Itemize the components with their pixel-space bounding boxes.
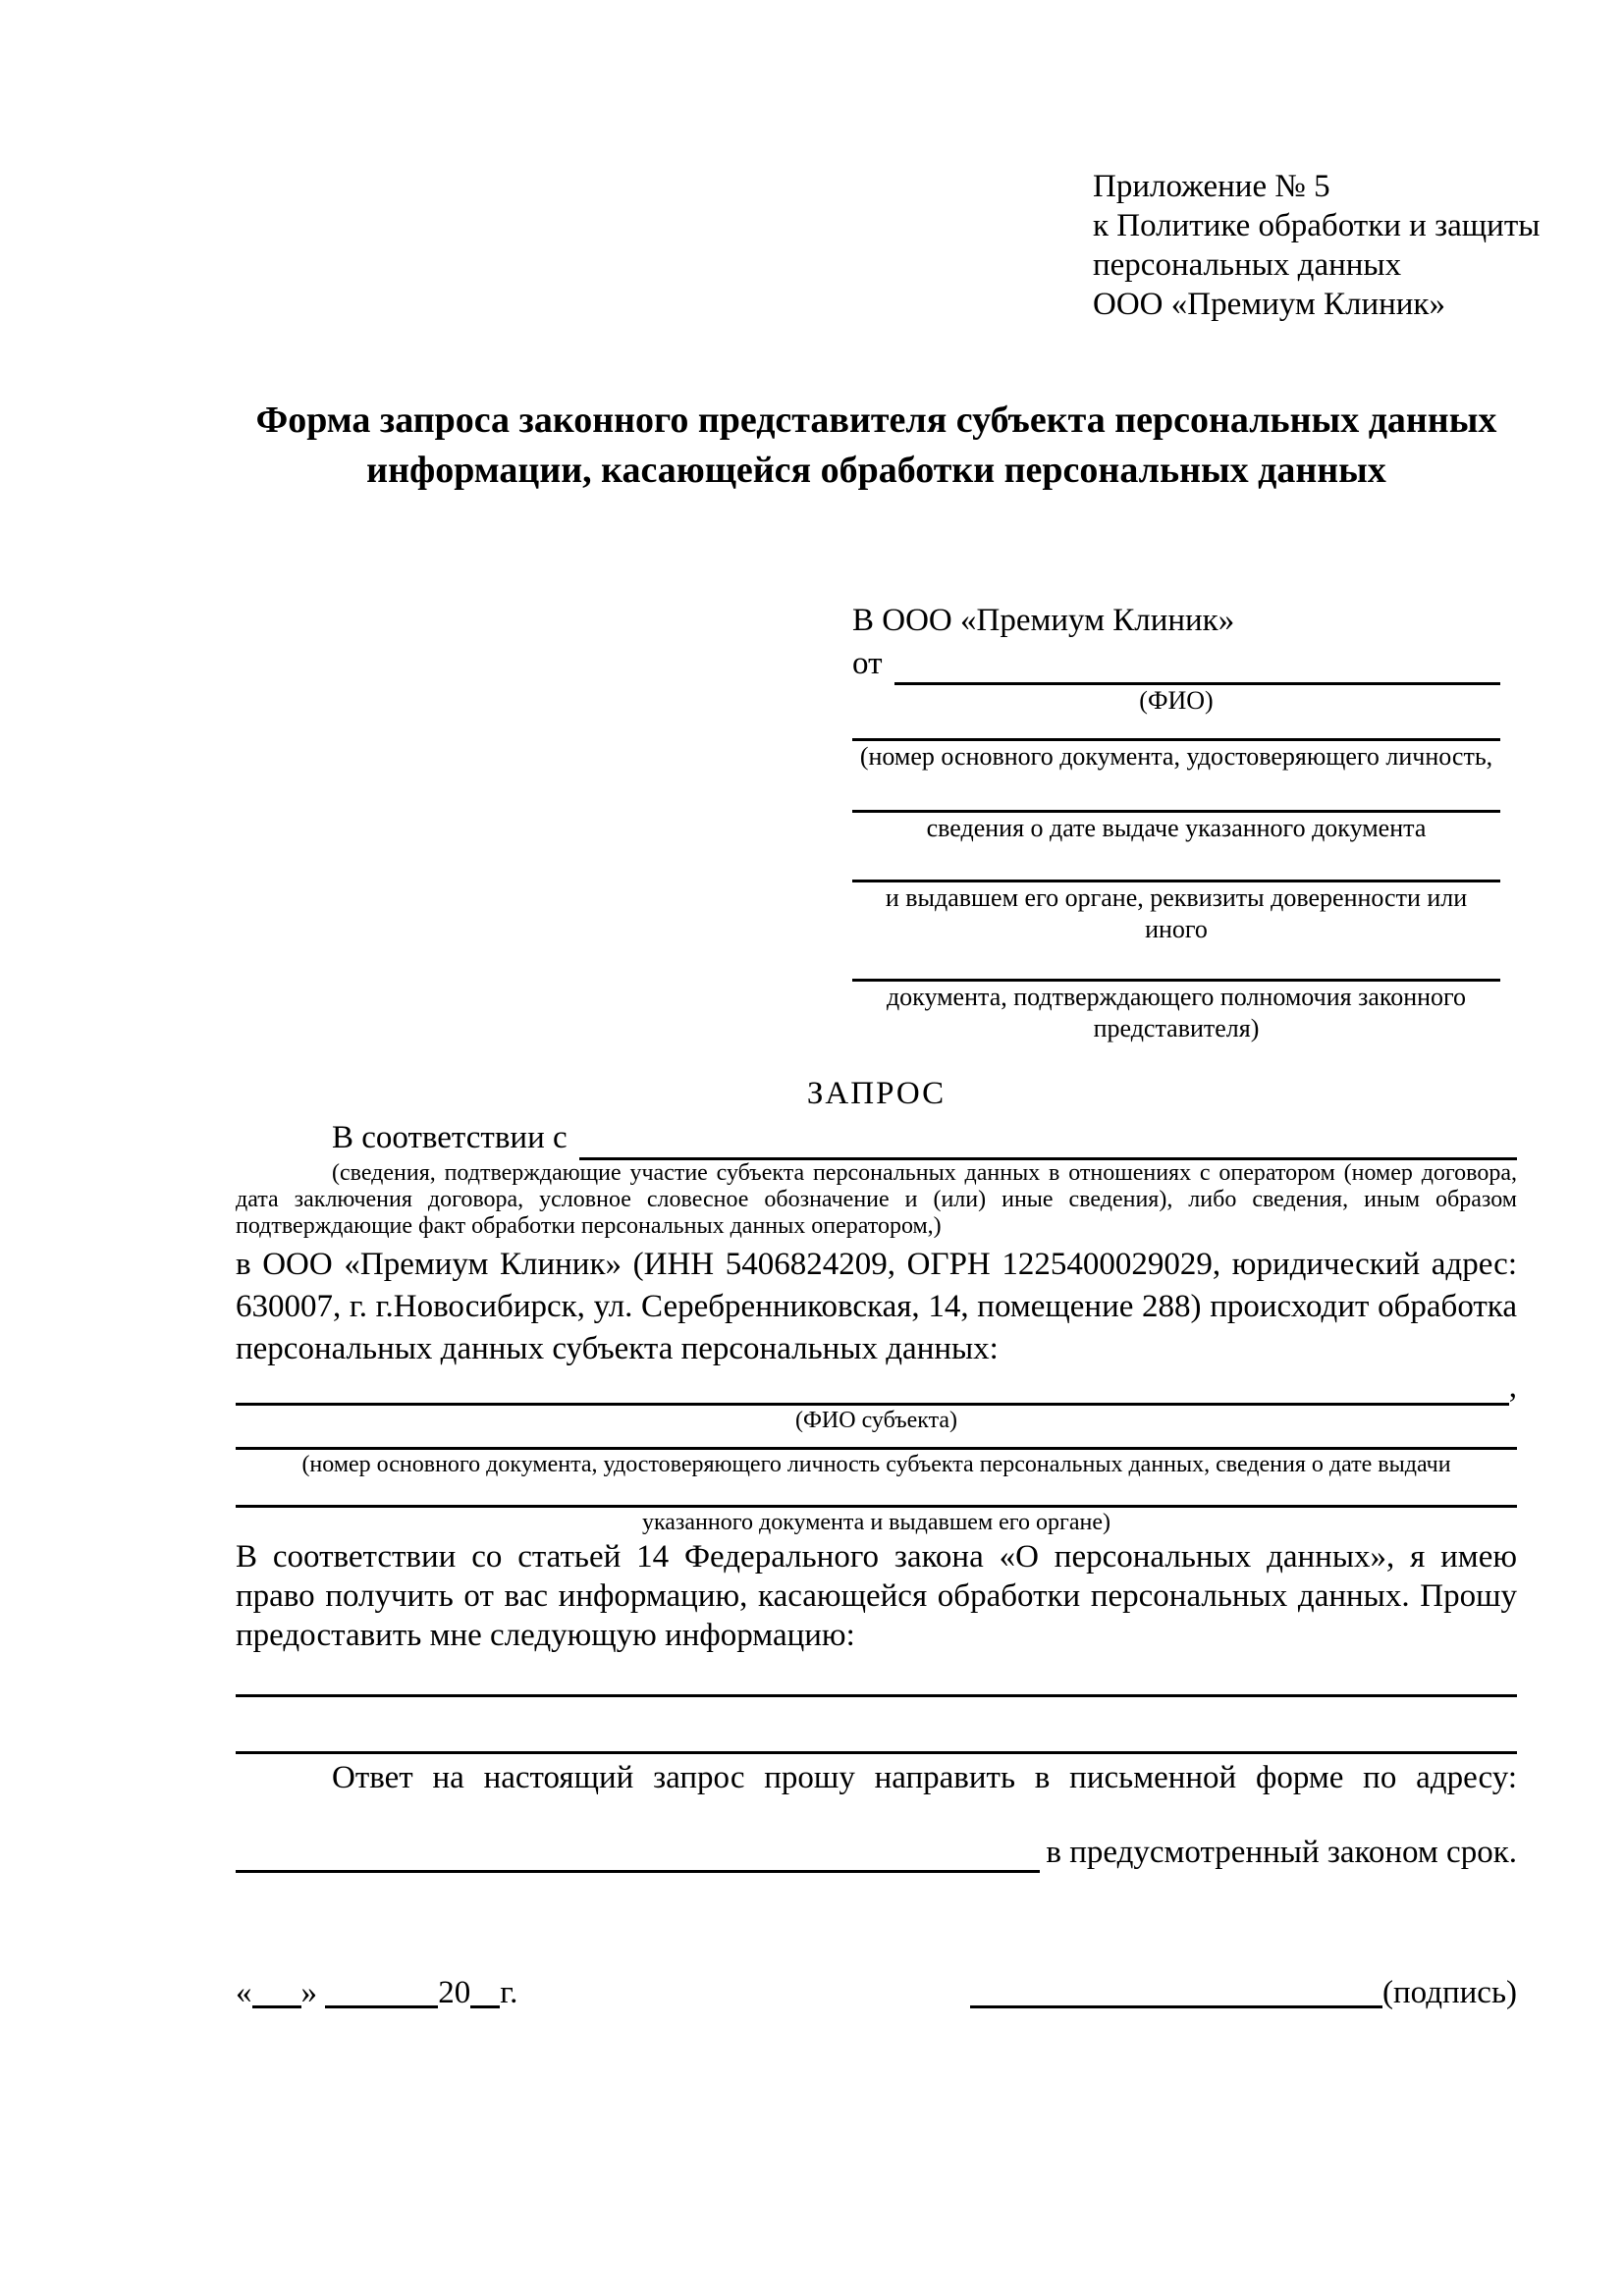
signature-field — [970, 1971, 1517, 2014]
date-field — [236, 1971, 517, 2014]
subject-line-comma: , — [1508, 1369, 1517, 1405]
subject-doc-field-2 — [236, 1479, 1517, 1537]
representative-doc-caption-1: (номер основного документа, удостоверяющего личность, — [859, 742, 1493, 771]
representative-doc-field-3 — [852, 844, 1500, 945]
addressee-organization: В ООО «Премиум Клиник» — [852, 603, 1235, 638]
signature-caption: (подпись) — [1382, 1975, 1517, 2010]
from-row — [852, 642, 1500, 685]
subject-doc-caption-1: (номер основного документа, удостоверяющего личность субъекта персональных данных, сведения о дате выдачи — [301, 1452, 1451, 1477]
representative-doc-caption-4: документа, подтверждающего полномочия законного представителя) — [886, 983, 1467, 1042]
date-month-blank — [325, 2002, 438, 2008]
subject-fio-caption: (ФИО субъекта) — [794, 1408, 958, 1433]
reply-paragraph: Ответ на настоящий запрос прошу направить в письменной форме по адресу: — [332, 1760, 1517, 1795]
representative-doc-field-4 — [852, 945, 1500, 1044]
request-heading: ЗАПРОС — [806, 1076, 947, 1111]
document-title-line2: информации, касающейся обработки персональных данных — [366, 450, 1386, 491]
fio-caption: (ФИО) — [1139, 686, 1214, 715]
subject-fio-blank-line — [236, 1367, 1509, 1406]
reply-tail-text: в предусмотренный законом срок. — [1046, 1835, 1517, 1870]
subject-doc-caption-2: указанного документа и выдавшем его органе) — [641, 1510, 1111, 1535]
requested-info-blank-line-1 — [236, 1655, 1517, 1697]
subject-doc-field-1 — [236, 1435, 1517, 1479]
date-day-blank — [252, 2002, 301, 2008]
date-year-prefix: 20 — [438, 1975, 471, 2010]
date-year-suffix: г. — [500, 1975, 518, 2010]
subject-doc-blank-line-1 — [236, 1435, 1517, 1450]
representative-doc-caption-3: и выдавшем его органе, реквизиты доверенности или иного — [885, 883, 1468, 943]
requested-info-blank-line-2 — [236, 1697, 1517, 1754]
operator-paragraph: в ООО «Премиум Клиник» (ИНН 5406824209, ОГРН 1225400029029, юридический адрес: 630007, г. г.Новосибирск, ул. Серебренниковская, 14, помещение 288) происходит обработка персональных данных субъекта персональных данных: — [236, 1247, 1517, 1366]
reply-address-blank-line — [236, 1835, 1040, 1873]
basis-row — [236, 1115, 1517, 1160]
subject-doc-blank-line-2 — [236, 1479, 1517, 1508]
representative-doc-blank-line-1 — [852, 717, 1500, 741]
date-quote-close: » — [300, 1975, 317, 2010]
date-signature-row — [236, 1971, 1517, 2014]
basis-footnote: (сведения, подтверждающие участие субъекта персональных данных в отношениях с оператором (номер договора, дата заключения договора, условное словесное обозначение и (или) иные сведения), либо сведения, иным образом подтверждающие факт обработки персональных данных оператором,) — [236, 1160, 1517, 1239]
appendix-header — [852, 167, 1541, 324]
addressee-block — [852, 599, 1500, 1044]
representative-doc-field-2 — [852, 773, 1500, 844]
representative-doc-caption-2: сведения о дате выдаче указанного документа — [926, 814, 1427, 842]
appendix-number: Приложение № 5 — [1093, 169, 1330, 204]
representative-fio-blank-line — [894, 647, 1501, 685]
appendix-organization: ООО «Премиум Клиник» — [1093, 287, 1445, 322]
appendix-policy-line2: персональных данных — [1093, 247, 1402, 283]
from-label: от — [852, 646, 883, 681]
representative-doc-field-1 — [852, 717, 1500, 773]
reply-address-row — [236, 1832, 1517, 1873]
basis-label: В соответствии с — [332, 1120, 568, 1155]
representative-doc-blank-line-2 — [852, 773, 1500, 813]
appendix-policy-line: к Политике обработки и защиты — [1093, 208, 1541, 243]
representative-doc-blank-line-3 — [852, 844, 1500, 882]
signature-blank-line — [970, 2002, 1382, 2008]
basis-blank-line — [579, 1122, 1517, 1160]
subject-fio-row — [236, 1370, 1517, 1406]
representative-doc-blank-line-4 — [852, 945, 1500, 982]
rights-paragraph: В соответствии со статьей 14 Федерального закона «О персональных данных», я имею право получить от вас информацию, касающейся обработки персональных данных. Прошу предоставить мне следующую информацию: — [236, 1539, 1517, 1653]
date-year-blank — [470, 2002, 500, 2008]
date-quote-open: « — [236, 1975, 252, 2010]
document-title — [236, 396, 1517, 496]
document-title-line1: Форма запроса законного представителя субъекта персональных данных — [255, 400, 1497, 441]
